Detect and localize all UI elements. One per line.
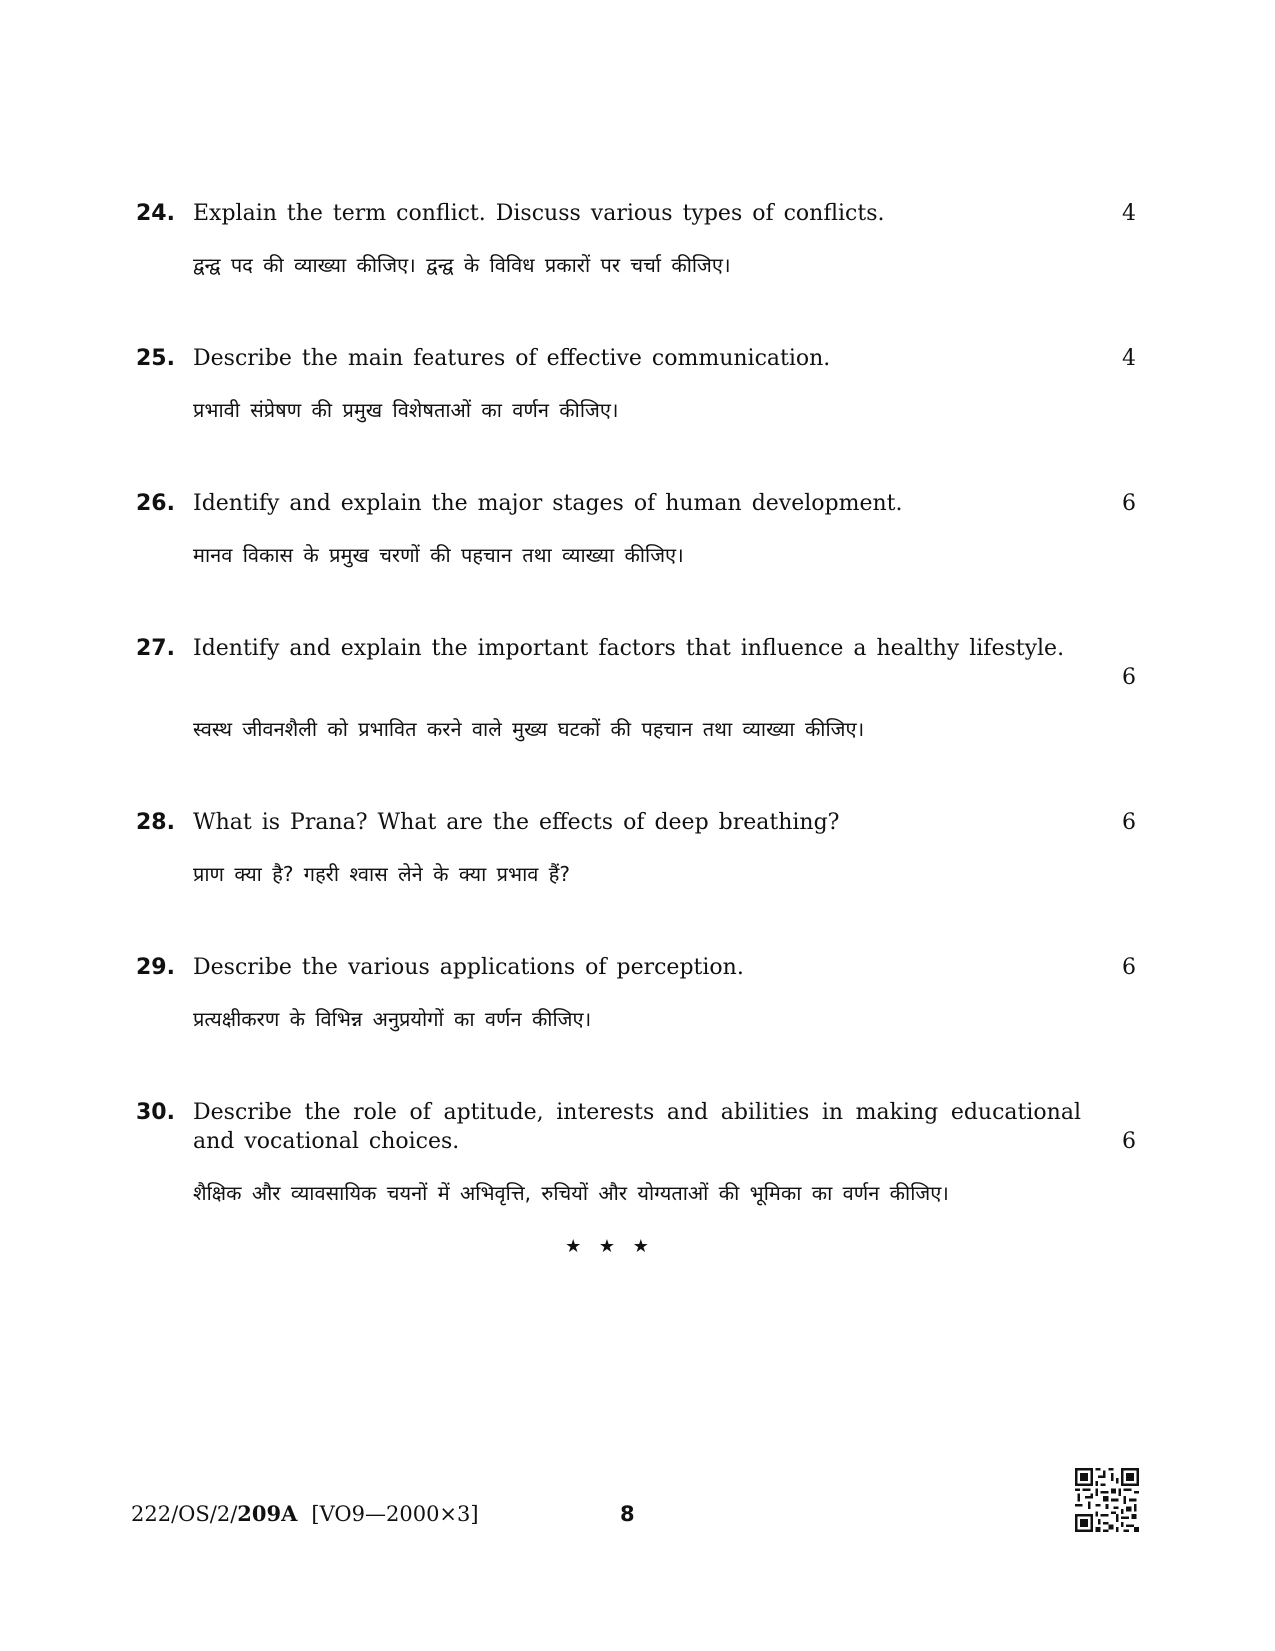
question-text-hindi: प्रभावी संप्रेषण की प्रमुख विशेषताओं का वर्णन कीजिए। — [193, 398, 619, 422]
question-text-english: Explain the term conflict. Discuss various types of conflicts. — [193, 201, 885, 226]
question-marks: 6 — [1122, 491, 1136, 516]
question-marks: 4 — [1122, 346, 1136, 371]
print-code: [VO9—2000×3] — [311, 1502, 479, 1526]
question-text-hindi: द्वन्द्व पद की व्याख्या कीजिए। द्वन्द्व के विविध प्रकारों पर चर्चा कीजिए। — [193, 253, 731, 277]
question-text-english: Describe the various applications of perception. — [193, 955, 744, 980]
question-text-english: Identify and explain the major stages of human development. — [193, 491, 903, 516]
question-number: 26. — [136, 491, 175, 516]
question-number: 24. — [136, 201, 175, 226]
paper-code-prefix: 222/OS/2/ — [131, 1502, 238, 1526]
question-text-hindi: प्राण क्या है? गहरी श्वास लेने के क्या प्रभाव हैं? — [193, 862, 570, 886]
question-number: 30. — [136, 1100, 175, 1125]
question-number: 28. — [136, 810, 175, 835]
question-text-hindi: शैक्षिक और व्यावसायिक चयनों में अभिवृत्ति, रुचियों और योग्यताओं की भूमिका का वर्णन कीजिए। — [193, 1181, 949, 1205]
question-text-english: Describe the main features of effective communication. — [193, 346, 831, 371]
question-marks: 6 — [1122, 810, 1136, 835]
question-number: 27. — [136, 636, 175, 661]
paper-code-bold: 209A — [237, 1501, 298, 1526]
question-marks: 6 — [1122, 1129, 1136, 1154]
question-text-hindi: मानव विकास के प्रमुख चरणों की पहचान तथा व्याख्या कीजिए। — [193, 543, 684, 567]
question-text-hindi: प्रत्यक्षीकरण के विभिन्न अनुप्रयोगों का वर्णन कीजिए। — [193, 1007, 592, 1031]
question-marks: 4 — [1122, 201, 1136, 226]
question-marks: 6 — [1122, 665, 1136, 690]
question-text-english: Identify and explain the important factors that influence a healthy lifestyle. — [193, 636, 1065, 661]
question-text-english: What is Prana? What are the effects of deep breathing? — [193, 810, 840, 835]
question-number: 25. — [136, 346, 175, 371]
question-text-hindi: स्वस्थ जीवनशैली को प्रभावित करने वाले मुख्य घटकों की पहचान तथा व्याख्या कीजिए। — [193, 717, 865, 741]
question-marks: 6 — [1122, 955, 1136, 980]
qr-code-icon — [1075, 1468, 1139, 1532]
paper-code — [131, 1500, 479, 1528]
question-text-english: Describe the role of aptitude, interests and abilities in making educational and vocational choices. — [193, 1100, 1081, 1154]
page-number: 8 — [620, 1502, 635, 1526]
end-of-paper-stars: ★ ★ ★ — [565, 1236, 655, 1257]
question-number: 29. — [136, 955, 175, 980]
